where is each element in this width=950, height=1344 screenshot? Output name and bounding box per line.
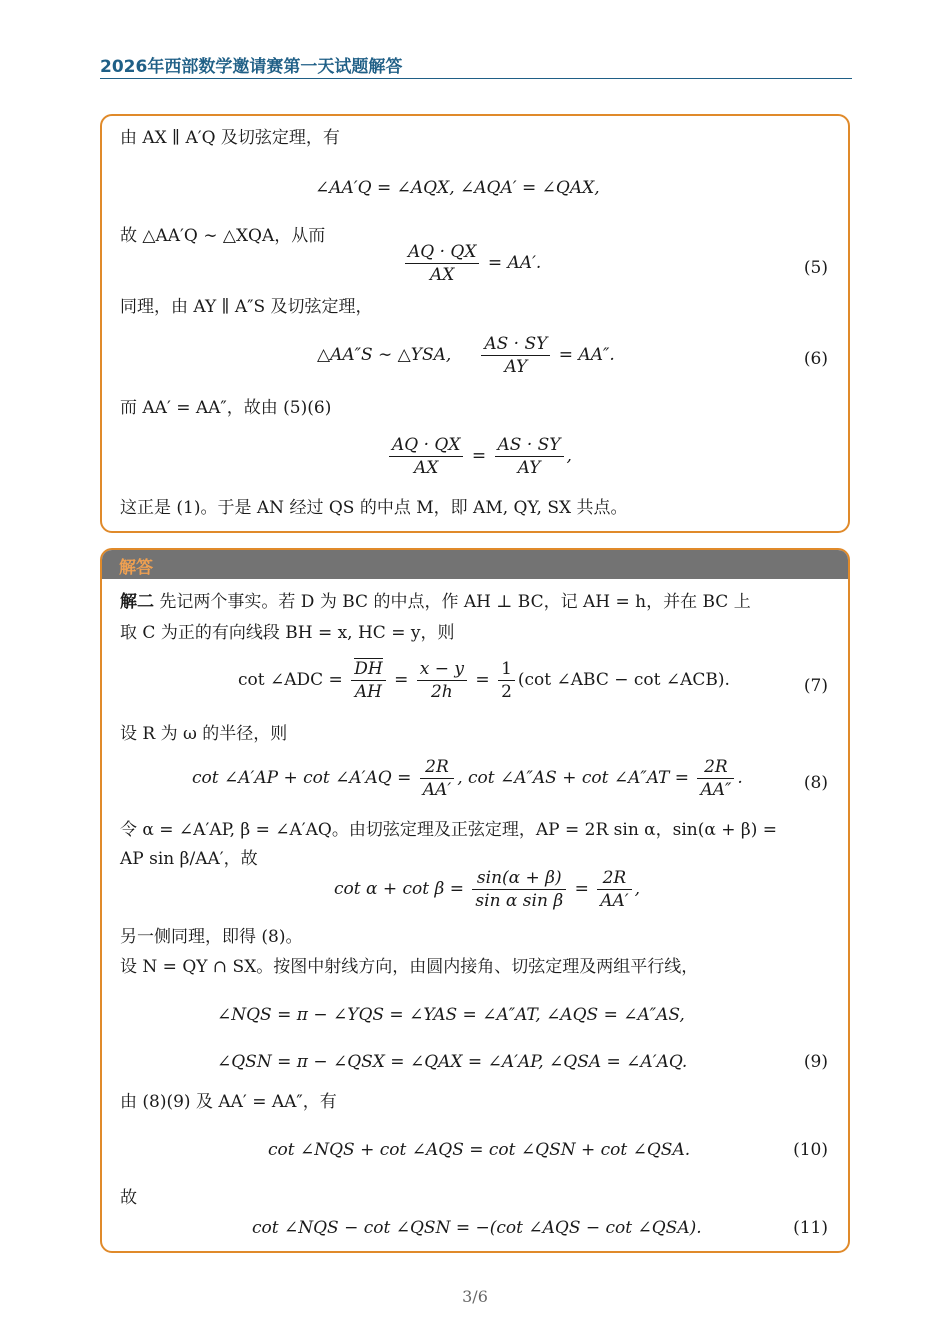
text-line: 由 (8)(9) 及 AA′ = AA″，有 <box>120 1092 337 1112</box>
overline-text: DH <box>354 659 383 679</box>
fraction-numerator: 1 <box>498 658 515 681</box>
fraction-numerator: x − y <box>417 658 467 681</box>
equation-number: (8) <box>803 773 828 793</box>
fraction-numerator: AQ · QX <box>405 241 479 264</box>
equation-lhs: △AA″S ∼ △YSA, <box>317 345 452 365</box>
solution-label: 解二 <box>120 592 154 612</box>
text-line: 故 △AA′Q ∼ △XQA，从而 <box>120 226 326 246</box>
fraction-denominator: AY <box>504 357 528 377</box>
fraction-numerator <box>351 658 385 681</box>
fraction-numerator: 2R <box>420 756 454 779</box>
header-title: 2026年西部数学邀请赛第一天试题解答 <box>100 57 403 77</box>
proof-continuation-box <box>100 114 850 533</box>
solution-box-title: 解答 <box>119 558 153 578</box>
equation-rhs: (cot ∠ABC − cot ∠ACB). <box>517 670 730 690</box>
equation-9a: ∠NQS = π − ∠YQS = ∠YAS = ∠A″AT, ∠AQS = ∠A″AS, <box>217 1005 685 1025</box>
solution-box <box>100 548 850 1253</box>
equation-7 <box>238 658 730 703</box>
text-line: 而 AA′ = AA″，故由 (5)(6) <box>120 398 332 418</box>
text-line: 由 AX ∥ A′Q 及切弦定理，有 <box>120 128 340 148</box>
page-number: 3/6 <box>462 1287 488 1306</box>
fraction-numerator: AQ · QX <box>389 434 463 457</box>
equation-rhs: = AA′. <box>487 253 542 273</box>
text-line: 同理，由 AY ∥ A″S 及切弦定理， <box>120 297 373 317</box>
equals-sign: = <box>394 670 409 690</box>
text-line: 故 <box>120 1188 137 1208</box>
text-line: 设 N = QY ∩ SX。按图中射线方向，由圆内接角、切弦定理及两组平行线， <box>120 957 699 977</box>
equation: ∠AA′Q = ∠AQX, ∠AQA′ = ∠QAX, <box>315 178 600 198</box>
fraction-denominator: AA′ <box>422 780 452 800</box>
fraction-numerator: sin(α + β) <box>472 867 566 890</box>
text-line: 这正是 (1)。于是 AN 经过 QS 的中点 M，即 AM, QY, SX 共点。 <box>120 498 628 518</box>
equation-middle: , cot ∠A″AS + cot ∠A″AT = <box>457 768 690 788</box>
equation-number: (11) <box>793 1218 828 1238</box>
fraction-denominator: 2h <box>430 682 453 702</box>
solution-box-header <box>102 550 848 579</box>
equation-ratio <box>386 434 572 479</box>
equation-lhs: cot ∠ADC = <box>238 670 343 690</box>
fraction-denominator: 2 <box>501 682 512 702</box>
equals-sign: = <box>471 446 487 466</box>
equals-sign: = <box>574 879 589 899</box>
fraction-denominator: AA″ <box>700 780 732 800</box>
text-line <box>120 590 751 614</box>
page-header <box>100 52 852 79</box>
fraction-denominator: AA′ <box>600 891 629 911</box>
equation-number: (6) <box>803 349 828 369</box>
text-line: 令 α = ∠A′AP, β = ∠A′AQ。由切弦定理及正弦定理，AP = 2R sin α，sin(α + β) = <box>120 820 778 840</box>
equals-sign: = <box>475 670 490 690</box>
equation-5 <box>402 241 541 286</box>
equation-lhs: cot α + cot β = <box>334 879 464 899</box>
fraction-denominator: AY <box>517 458 541 478</box>
equation-8 <box>192 756 743 801</box>
equation-11: cot ∠NQS − cot ∠QSN = −(cot ∠AQS − cot ∠QSA). <box>252 1218 702 1238</box>
equation-cot-sum <box>334 867 640 912</box>
text-line: 取 C 为正的有向线段 BH = x, HC = y，则 <box>120 623 455 643</box>
equation-number: (10) <box>793 1140 828 1160</box>
fraction-denominator: AH <box>354 682 382 702</box>
fraction-denominator: sin α sin β <box>475 891 564 911</box>
equation-rhs: = AA″. <box>558 345 615 365</box>
fraction-numerator: AS · SY <box>481 333 550 356</box>
fraction-numerator: 2R <box>697 756 734 779</box>
fraction-numerator: AS · SY <box>495 434 564 457</box>
text-line: AP sin β/AA′，故 <box>120 849 258 869</box>
text-span: 先记两个事实。若 D 为 BC 的中点，作 AH ⊥ BC，记 AH = h，并在 BC 上 <box>154 592 751 612</box>
equation-9b: ∠QSN = π − ∠QSX = ∠QAX = ∠A′AP, ∠QSA = ∠A′AQ. <box>217 1052 688 1072</box>
equation-10: cot ∠NQS + cot ∠AQS = cot ∠QSN + cot ∠QSA. <box>268 1140 691 1160</box>
fraction-denominator: AX <box>414 458 439 478</box>
fraction-denominator: AX <box>430 265 455 285</box>
equation-number: (7) <box>803 676 828 696</box>
equation-number: (9) <box>803 1052 828 1072</box>
equation-6 <box>317 333 615 378</box>
equation-lhs: cot ∠A′AP + cot ∠A′AQ = <box>192 768 412 788</box>
text-line: 设 R 为 ω 的半径，则 <box>120 724 288 744</box>
punctuation: , <box>566 446 572 466</box>
punctuation: . <box>737 768 743 788</box>
text-line: 另一侧同理，即得 (8)。 <box>120 927 303 947</box>
fraction-numerator: 2R <box>597 867 631 890</box>
equation-number: (5) <box>803 258 828 278</box>
punctuation: , <box>634 879 641 899</box>
